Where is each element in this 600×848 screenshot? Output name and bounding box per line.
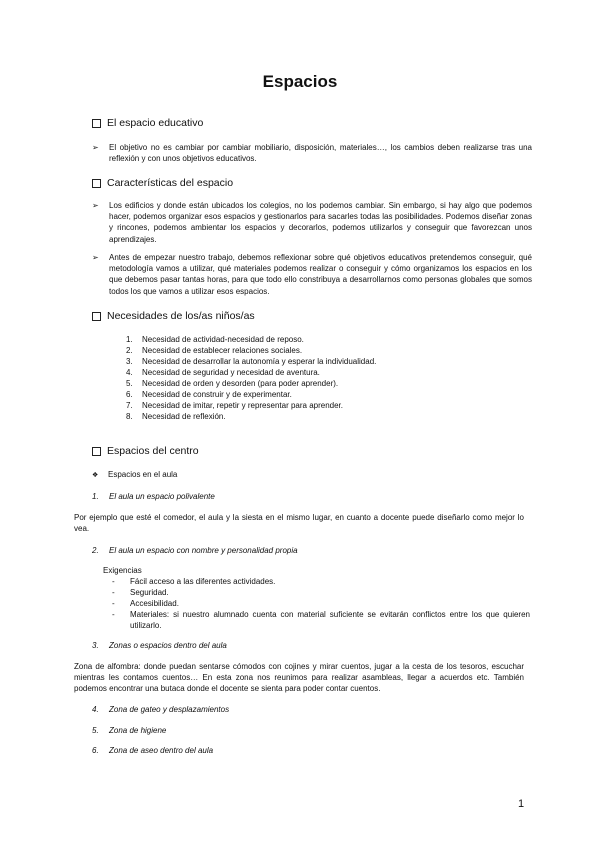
bullet-paragraph [92, 252, 532, 297]
paragraph-text: El objetivo no es cambiar por cambiar mobiliario, disposición, materiales…, los cambios deben realizarse tras una reflexión y con unos objetivos educativos. [109, 143, 532, 164]
numbered-heading: 4. Zona de gateo y desplazamientos [92, 705, 230, 714]
list-item: - Accesibilidad. [112, 599, 179, 608]
arrow-bullet-icon: ➢ [92, 253, 99, 262]
paragraph-text: Antes de empezar nuestro trabajo, debemos reflexionar sobre qué objetivos educativos pretendemos conseguir, qué metodología vamos a utilizar, qué materiales podemos realizar o conseguir y cómo organizamos los espacios en los que debemos pasar tantas horas, para que todo ello constribuya a desarrollarnos como personas globales que somos todos los que vamos a utilizar esos espacios. [109, 253, 532, 296]
section-heading-text: Espacios del centro [107, 445, 199, 457]
section-heading-text: Necesidades de los/as niños/as [107, 310, 255, 322]
checkbox-icon [92, 312, 101, 321]
list-item: 3. Necesidad de desarrollar la autonomía y esperar la individualidad. [126, 357, 377, 366]
numbered-heading: 5. Zona de higiene [92, 726, 167, 735]
list-item: 8. Necesidad de reflexión. [126, 412, 226, 421]
list-item: 7. Necesidad de imitar, repetir y representar para aprender. [126, 401, 343, 410]
exigencias-block [103, 565, 530, 631]
section-heading-caracteristicas [92, 177, 233, 189]
list-item: 5. Necesidad de orden y desorden (para poder aprender). [126, 379, 339, 388]
section-heading-necesidades [92, 310, 255, 322]
checkbox-icon [92, 179, 101, 188]
diamond-bullet-icon: ❖ [92, 472, 99, 479]
section-heading-espacio-educativo [92, 117, 203, 129]
arrow-bullet-icon: ➢ [92, 143, 99, 152]
list-item: 1. Necesidad de actividad-necesidad de reposo. [126, 335, 304, 344]
section-heading-espacios-centro [92, 445, 199, 457]
list-item: 6. Necesidad de construir y de experimentar. [126, 390, 292, 399]
section-heading-text: El espacio educativo [107, 117, 204, 129]
section-heading-text: Características del espacio [107, 177, 234, 189]
list-item: - Fácil acceso a las diferentes actividades. [112, 577, 276, 586]
exigencias-label: Exigencias [103, 566, 142, 575]
subheading-espacios-aula: ❖ Espacios en el aula [92, 470, 178, 479]
list-item: 4. Necesidad de seguridad y necesidad de aventura. [126, 368, 320, 377]
paragraph-text: Por ejemplo que esté el comedor, el aula y la siesta en el mismo lugar, en cuanto a docente puede diseñarlo como mejor lo vea. [74, 513, 524, 533]
bullet-paragraph [92, 142, 532, 164]
page-title: Espacios [262, 72, 338, 91]
numbered-heading: 3. Zonas o espacios dentro del aula [92, 641, 227, 650]
numbered-heading: 2. El aula un espacio con nombre y personalidad propia [92, 546, 298, 555]
paragraph-text: Zona de alfombra: donde puedan sentarse cómodos con cojines y mirar cuentos, jugar a la cesta de los tesoros, escuchar mientras les contamos cuentos… En esta zona nos reunimos para realizar asambleas, llegar a acuerdos etc. También podemos encontrar una butaca donde el docente se sienta para poder contar cuentos. [74, 662, 524, 693]
numbered-heading: 1. El aula un espacio polivalente [92, 492, 215, 501]
page-number: 1 [518, 798, 525, 810]
numbered-heading: 6. Zona de aseo dentro del aula [92, 746, 214, 755]
bullet-paragraph [92, 200, 532, 245]
list-item: 2. Necesidad de establecer relaciones sociales. [126, 346, 303, 355]
paragraph-text: Los edificios y donde están ubicados los colegios, no los podemos cambiar. Sin embargo, si hay algo que podemos hacer, podemos organizar esos espacios y gestionarlos para sacarles todas las posibilidades. Podemos diseñar zonas y rincones, podemos ambientar los espacios y decorarlos, podemos utilizarlos y conseguir que favorezcan unos aprendizajes. [109, 201, 532, 244]
checkbox-icon [92, 447, 101, 456]
needs-list [126, 334, 376, 422]
checkbox-icon [92, 119, 101, 128]
arrow-bullet-icon: ➢ [92, 201, 99, 210]
list-item: - Seguridad. [112, 588, 169, 597]
list-item: - Materiales: si nuestro alumnado cuenta con material suficiente se evitarán conflictos entre los que quieren utilizarlo. [112, 610, 530, 630]
